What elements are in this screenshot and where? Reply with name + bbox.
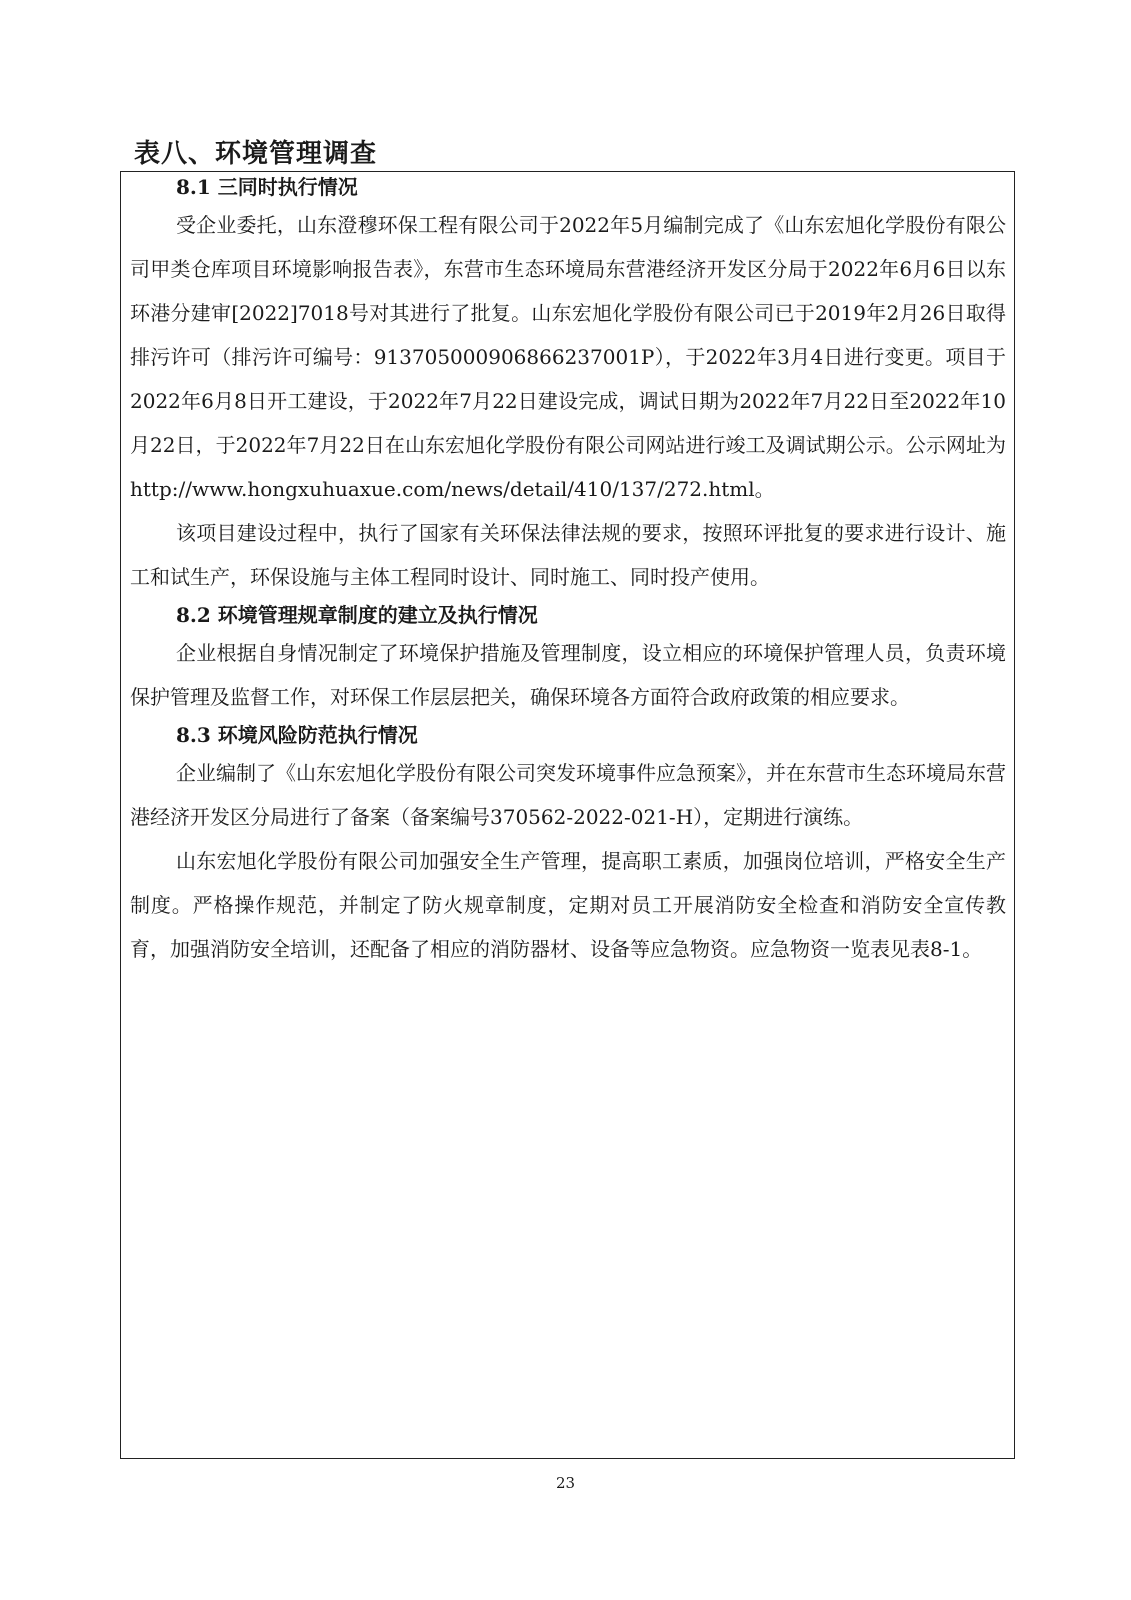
paragraph: 企业编制了《山东宏旭化学股份有限公司突发环境事件应急预案》，并在东营市生态环境局东营港经济开发区分局进行了备案（备案编号370562-2022-021-H），定期进行演练。 bbox=[130, 761, 1006, 829]
paragraph: 受企业委托，山东澄穆环保工程有限公司于2022年5月编制完成了《山东宏旭化学股份有限公司甲类仓库项目环境影响报告表》，东营市生态环境局东营港经济开发区分局于2022年6月6日以东环港分建审[2022]7018号对其进行了批复。山东宏旭化学股份有限公司已于2019年2月26日取得排污许可（排污许可编号：913705000906866237001P），于2022年3月4日进行变更。项目于2022年6月8日开工建设，于2022年7月22日建设完成，调试日期为2022年7月22日至2022年10月22日，于2022年7月22日在山东宏旭化学股份有限公司网站进行竣工及调试期公示。公示网址为http://www.hongxuhuaxue.com/news/detail/410/137/272.html。 bbox=[130, 213, 1006, 501]
paragraph: 该项目建设过程中，执行了国家有关环保法律法规的要求，按照环评批复的要求进行设计、施工和试生产，环保设施与主体工程同时设计、同时施工、同时投产使用。 bbox=[130, 521, 1006, 589]
section-8-2 bbox=[130, 599, 1006, 719]
page-number: 23 bbox=[555, 1474, 576, 1492]
section-heading: 8.3 环境风险防范执行情况 bbox=[176, 723, 418, 747]
section-heading: 8.2 环境管理规章制度的建立及执行情况 bbox=[176, 603, 538, 627]
section-8-1 bbox=[130, 171, 1006, 599]
paragraph: 企业根据自身情况制定了环境保护措施及管理制度，设立相应的环境保护管理人员，负责环境保护管理及监督工作，对环保工作层层把关，确保环境各方面符合政府政策的相应要求。 bbox=[130, 641, 1006, 709]
section-8-3 bbox=[130, 719, 1006, 971]
document-title: 表八、环境管理调查 bbox=[134, 139, 378, 169]
paragraph: 山东宏旭化学股份有限公司加强安全生产管理，提高职工素质，加强岗位培训，严格安全生产制度。严格操作规范，并制定了防火规章制度，定期对员工开展消防安全检查和消防安全宣传教育，加强消防安全培训，还配备了相应的消防器材、设备等应急物资。应急物资一览表见表8-1。 bbox=[130, 849, 1006, 961]
report-body bbox=[130, 171, 1006, 971]
section-heading: 8.1 三同时执行情况 bbox=[176, 175, 358, 199]
